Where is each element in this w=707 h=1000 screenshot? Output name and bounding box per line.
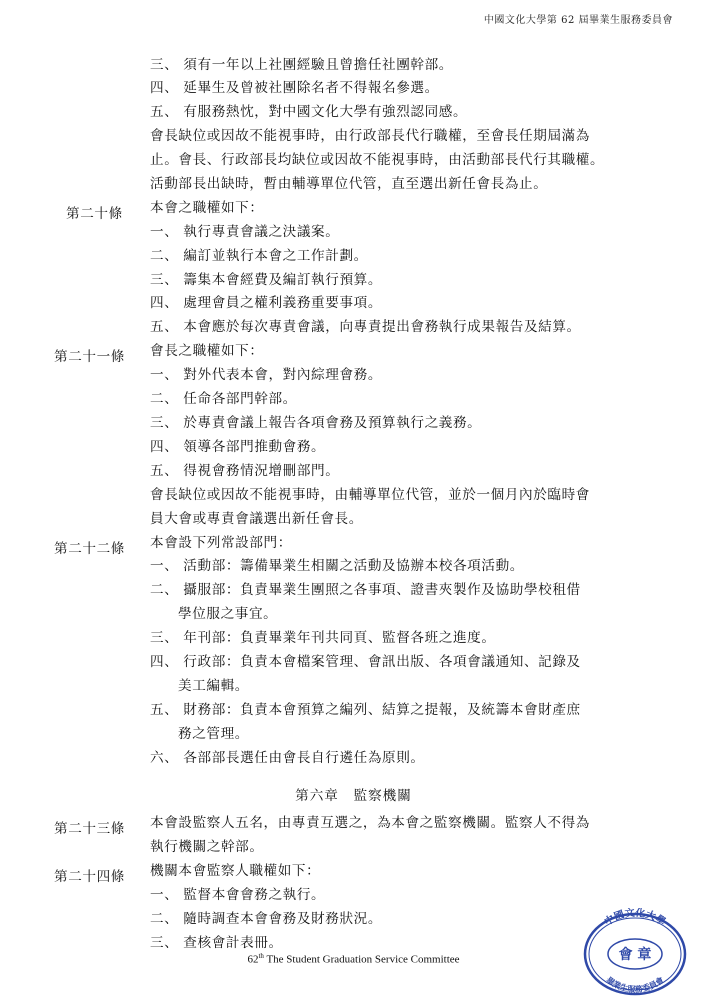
article-number: 第二十一條 [54, 349, 125, 365]
article-number: 第二十四條 [54, 869, 125, 885]
footer-number: 62 [247, 953, 259, 966]
seal-center-text: 會 章 [618, 947, 652, 963]
body-line: 務之管理。 [178, 726, 249, 742]
body-line: 一、 活動部：籌備畢業生相關之活動及協辦本校各項活動。 [150, 558, 524, 574]
page-header: 中國文化大學第 62 屆畢業生服務委員會 [483, 15, 673, 26]
body-line: 六、 各部部長選任由會長自行遴任為原則。 [150, 750, 425, 766]
body-line: 一、 執行專責會議之決議案。 [150, 224, 340, 240]
body-line: 二、 編訂並執行本會之工作計劃。 [150, 248, 368, 264]
body-line: 學位服之事宜。 [178, 606, 278, 622]
body-line: 止。會長、行政部長均缺位或因故不能視事時，由活動部長代行其職權。 [150, 152, 605, 168]
footer-ordinal: th [258, 952, 264, 960]
body-line: 五、 得視會務情況增刪部門。 [150, 463, 340, 479]
body-line: 美工編輯。 [178, 678, 249, 694]
article-number: 第二十三條 [54, 821, 125, 837]
seal-bottom-text: 畢業生服務委員會 [604, 974, 666, 995]
body-line: 本會設下列常設部門： [150, 535, 292, 551]
body-line: 二、 隨時調查本會會務及財務狀況。 [150, 911, 383, 927]
body-line: 四、 行政部：負責本會檔案管理、會訊出版、各項會議通知、記錄及 [150, 654, 581, 670]
body-line: 會長缺位或因故不能視事時，由輔導單位代管，並於一個月內於臨時會 [150, 487, 591, 503]
chapter-heading: 第六章 監察機關 [295, 788, 412, 804]
body-line: 員大會或專責會議選出新任會長。 [150, 511, 363, 527]
body-line: 五、 有服務熱忱，對中國文化大學有強烈認同感。 [150, 104, 468, 120]
body-line: 四、 領導各部門推動會務。 [150, 439, 326, 455]
seal-top-text: 中國文化大學 [602, 908, 668, 929]
footer-text: The Student Graduation Service Committee [263, 953, 460, 966]
body-line: 一、 監督本會會務之執行。 [150, 887, 326, 903]
body-line: 三、 查核會計表冊。 [150, 935, 283, 951]
body-line: 五、 本會應於每次專責會議，向專責提出會務執行成果報告及結算。 [150, 319, 581, 335]
body-line: 活動部長出缺時，暫由輔導單位代管，直至選出新任會長為止。 [150, 176, 548, 192]
article-number: 第二十條 [66, 206, 123, 222]
body-line: 三、 於專責會議上報告各項會務及預算執行之義務。 [150, 415, 482, 431]
body-line: 四、 處理會員之權利義務重要事項。 [150, 295, 383, 311]
body-line: 執行機關之幹部。 [150, 839, 264, 855]
body-line: 二、 任命各部門幹部。 [150, 391, 297, 407]
body-line: 機關本會監察人職權如下： [150, 863, 321, 879]
body-line: 本會之職權如下： [150, 200, 264, 216]
body-line: 三、 須有一年以上社團經驗且曾擔任社團幹部。 [150, 57, 453, 73]
body-line: 五、 財務部：負責本會預算之編列、結算之提報，及統籌本會財產庶 [150, 702, 581, 718]
body-line: 四、 延畢生及曾被社團除名者不得報名參選。 [150, 80, 439, 96]
body-line: 本會設監察人五名，由專責互選之，為本會之監察機關。監察人不得為 [150, 815, 591, 831]
svg-text:中國文化大學 [602, 908, 669, 928]
body-line: 會長之職權如下： [150, 343, 264, 359]
seal-stamp [580, 908, 690, 996]
body-line: 一、 對外代表本會，對內綜理會務。 [150, 367, 383, 383]
body-line: 二、 攝服部：負責畢業生團照之各事項、證書夾製作及協助學校租借 [150, 582, 581, 598]
body-line: 會長缺位或因故不能視事時，由行政部長代行職權，至會長任期屆滿為 [150, 128, 591, 144]
body-line: 三、 籌集本會經費及編訂執行預算。 [150, 272, 383, 288]
body-line: 三、 年刊部：負責畢業年刊共同頁、監督各班之進度。 [150, 630, 496, 646]
article-number: 第二十二條 [54, 541, 125, 557]
